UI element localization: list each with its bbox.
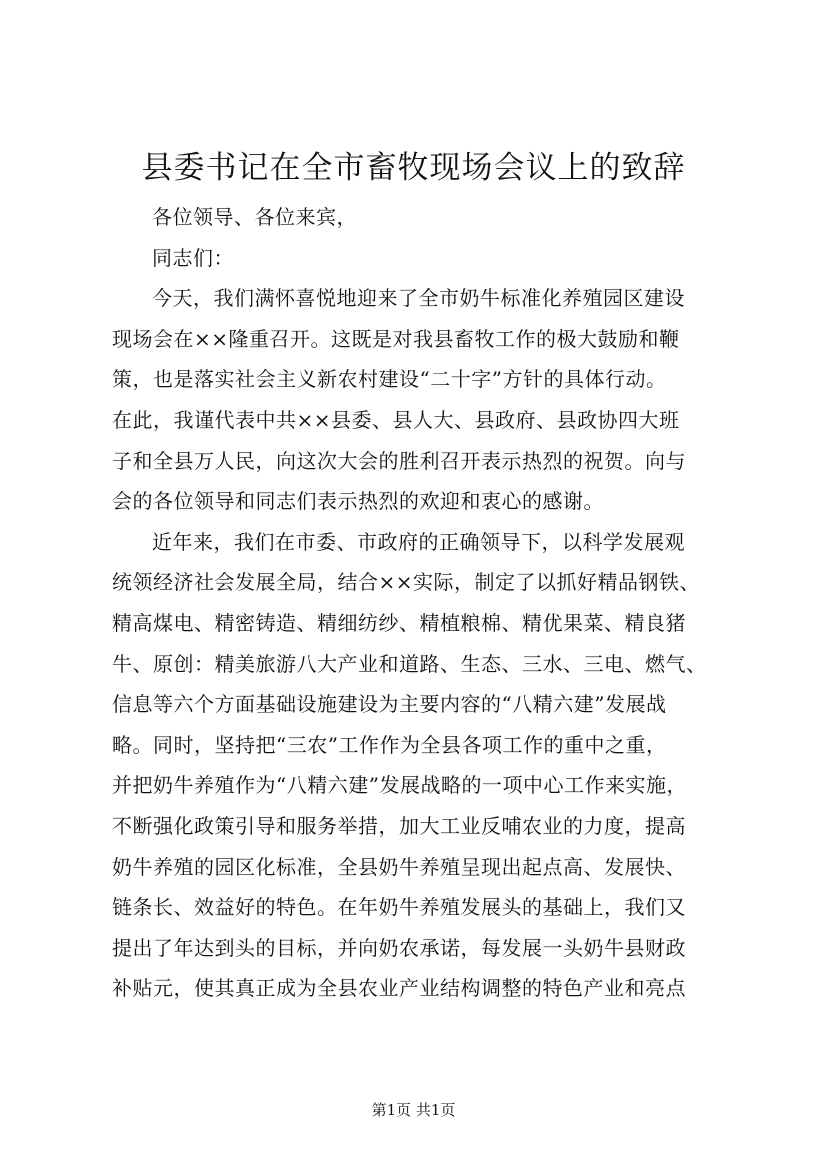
text-line: 链条长、效益好的特色。在年奶牛养殖发展头的基础上，我们又 — [112, 895, 686, 920]
text-line: 牛、原创：精美旅游八大产业和道路、生态、三水、三电、燃气、 — [112, 651, 707, 676]
text-line: 精高煤电、精密铸造、精细纺纱、精植粮棉、精优果菜、精良猪 — [112, 610, 686, 635]
salutation-line: 同志们： — [152, 245, 234, 270]
text-line: 会的各位领导和同志们表示热烈的欢迎和衷心的感谢。 — [112, 489, 604, 514]
text-line: 并把奶牛养殖作为“八精六建”发展战略的一项中心工作来实施， — [112, 773, 687, 798]
text-line: 现场会在××隆重召开。这既是对我县畜牧工作的极大鼓励和鞭 — [112, 326, 680, 351]
paragraph-1 — [112, 278, 752, 522]
text-line: 子和全县万人民，向这次大会的胜利召开表示热烈的祝贺。向与 — [112, 448, 686, 473]
text-line: 统领经济社会发展全局，结合××实际，制定了以抓好精品钢铁、 — [112, 570, 701, 595]
text-line: 在此，我谨代表中共××县委、县人大、县政府、县政协四大班 — [112, 407, 680, 432]
paragraph-2 — [112, 522, 752, 1009]
document-body — [112, 197, 752, 1009]
text-line: 信息等六个方面基础设施建设为主要内容的“八精六建”发展战 — [112, 692, 667, 717]
text-line: 近年来，我们在市委、市政府的正确领导下，以科学发展观 — [152, 529, 685, 554]
text-line: 策，也是落实社会主义新农村建设“二十字”方针的具体行动。 — [112, 367, 667, 392]
text-line: 略。同时，坚持把“三农”工作作为全县各项工作的重中之重， — [112, 732, 667, 757]
text-line: 补贴元，使其真正成为全县农业产业结构调整的特色产业和亮点 — [112, 976, 686, 1001]
text-line: 奶牛养殖的园区化标准，全县奶牛养殖呈现出起点高、发展快、 — [112, 854, 686, 879]
text-line: 不断强化政策引导和服务举措，加大工业反哺农业的力度，提高 — [112, 813, 686, 838]
page-footer: 第1页 共1页 — [371, 1101, 456, 1119]
salutation-line: 各位领导、各位来宾， — [152, 205, 357, 229]
document-title: 县委书记在全市畜牧现场会议上的致辞 — [141, 150, 686, 186]
text-line: 提出了年达到头的目标，并向奶农承诺，每发展一头奶牛县财政 — [112, 935, 686, 960]
text-line: 今天，我们满怀喜悦地迎来了全市奶牛标准化养殖园区建设 — [152, 286, 685, 311]
